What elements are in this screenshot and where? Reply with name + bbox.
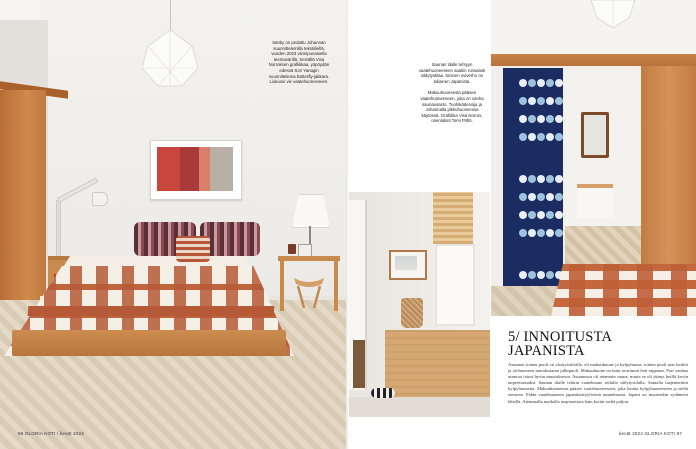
dot: [537, 193, 545, 201]
pendant-lamp-icon: [140, 28, 200, 90]
page-folio: 96 GLORIA KOTI / kevät 2024: [18, 431, 84, 436]
striped-blanket: [551, 264, 696, 316]
nightstand-leg: [334, 261, 338, 311]
dot: [546, 211, 554, 219]
left-page: [0, 0, 346, 449]
slippers-icon: [371, 388, 395, 398]
sliding-door: [641, 66, 696, 284]
dot: [519, 211, 527, 219]
dot: [555, 79, 563, 87]
caption-sauna: Makuuhuoneesta pääsee vaatehuoneeseen, joka on vanha saunaosasto. Tuohikädensija ja Johannalla pikkuhuoneessa käytössä. Grafiikka Visa Norros, orientalisti Tomi Pöllö.: [420, 90, 484, 124]
wall-artwork: [150, 140, 242, 200]
dot: [528, 229, 536, 237]
dot: [519, 133, 527, 141]
blanket-band: [28, 306, 275, 316]
wall-lamp-stem: [56, 200, 61, 264]
sauna-floor: [349, 397, 490, 417]
dot: [537, 271, 545, 279]
dot: [537, 79, 545, 87]
wooden-bench: [385, 330, 490, 400]
dot: [537, 115, 545, 123]
dot: [519, 175, 527, 183]
dot: [519, 229, 527, 237]
door-beam: [491, 54, 696, 66]
dot: [519, 115, 527, 123]
dot: [546, 229, 554, 237]
dot: [537, 229, 545, 237]
cushion: [176, 236, 210, 262]
article-heading: 5/ INNOITUSTA JAPANISTA: [508, 329, 612, 359]
dot: [546, 97, 554, 105]
dot: [546, 79, 554, 87]
framed-picture: [389, 250, 427, 280]
dot: [528, 97, 536, 105]
dot: [528, 193, 536, 201]
closet-photo: [491, 0, 696, 316]
dot: [528, 133, 536, 141]
article-body: Asunnon toinen puoli on yksityistiloille, eli makuuhuone ja kylpyhuone, toinen puoli taas keittiö ja olohuoneen muodostama julkipuoli. Makuuhuone on kuin avartunut heti rappuun. Pari vanhaa asuntoa toimi hyvin muutoksessa. Asunnossa oli aiemmin sauna, mutta se oli jäänyt heillä kovin tarpeettomaksi. Saunan tilalle tehtiin vaatehuone reilulla säilytystilalla. Samalla laajennettiin kylpyhuonetta. Makuuhuoneesta pääsee vaatehuoneeseen, joka kautta kylpyhuoneeseen ja sieltä eteiseen. Pidän vaatehuoneen japanilaistyylisestä tunnelmasta. Japani on muutenkin sydämeni lähellä. Aiemmalla matkalla inspiraatiota hain kotiin sieltä paljon.: [508, 362, 688, 404]
dot: [555, 115, 563, 123]
dot: [546, 193, 554, 201]
vanity: [577, 184, 613, 218]
dot: [555, 193, 563, 201]
artwork-print: [157, 147, 233, 191]
dot: [519, 97, 527, 105]
dot: [519, 271, 527, 279]
dot: [555, 211, 563, 219]
bed-frame: [12, 330, 286, 356]
dot: [528, 211, 536, 219]
dot: [528, 79, 536, 87]
dot: [537, 175, 545, 183]
dot: [528, 175, 536, 183]
right-page: [349, 0, 696, 449]
wall-lamp-icon: [92, 192, 108, 206]
dot: [537, 211, 545, 219]
caption-closet: Saunan tilalle tehtyyn vaatehuoneeseen saatiin runsaasti säilytystilaa. Sininen oviverho on tuliainen Japanista.: [418, 62, 486, 84]
chair: [353, 340, 365, 388]
sliding-door: [0, 90, 46, 315]
dot: [537, 133, 545, 141]
page-folio: kevät 2024 GLORIA KOTI 97: [619, 431, 683, 436]
dot: [537, 97, 545, 105]
dot: [519, 79, 527, 87]
dot: [546, 133, 554, 141]
dot: [555, 97, 563, 105]
pendant-cord: [170, 0, 171, 30]
dot: [528, 115, 536, 123]
dot: [519, 193, 527, 201]
dot: [555, 175, 563, 183]
dot: [528, 271, 536, 279]
photo-captions: [417, 62, 487, 130]
noren-curtain: [503, 68, 563, 290]
pendant-lamp-icon: [585, 0, 641, 30]
mug: [288, 244, 296, 254]
nightstand-leg: [280, 261, 284, 311]
photo-caption: Sänky on pedattu Johannan suunnittelemilla tekstiileillä, vuoden 2023 viininpunaisella teemavärillä. Seinällä Visa Norroksen grafiikkaa, yöpöydän edessä Sori Yanagin suunnittelema Butterfly-jakkara. Liukuovi vie vaatehuoneeseen.: [268, 40, 330, 85]
dot: [555, 133, 563, 141]
dot: [546, 271, 554, 279]
picture-print: [395, 256, 417, 270]
butterfly-stool-icon: [292, 274, 326, 310]
dot: [555, 229, 563, 237]
caption-block: [349, 0, 490, 190]
dot: [546, 175, 554, 183]
sauna-photo: [349, 192, 490, 417]
window-blind: [433, 192, 473, 244]
window: [435, 244, 475, 326]
dot: [546, 115, 554, 123]
wicker-basket-icon: [401, 298, 423, 328]
mirror-icon: [581, 112, 609, 158]
